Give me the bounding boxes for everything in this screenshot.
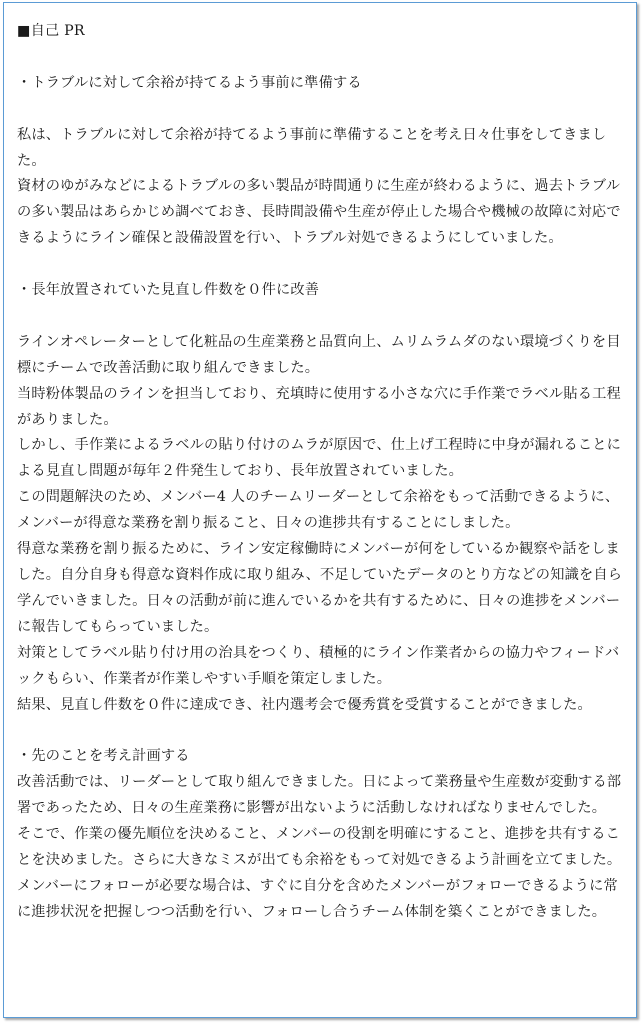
- paragraph: そこで、作業の優先順位を決めること、メンバーの役割を明確にすること、進捗を共有することを決めました。さらに大きなミスが出ても余裕をもって対処できるよう計画を立てました。: [17, 826, 622, 868]
- section-heading-3: ・先のことを考え計画する: [17, 748, 190, 765]
- spacer: [17, 304, 629, 330]
- document-frame: [3, 2, 637, 1018]
- spacer: [17, 97, 629, 123]
- document-body: [17, 19, 629, 926]
- spacer: [17, 45, 629, 71]
- section-heading-2: ・長年放置されていた見直し件数を０件に改善: [17, 282, 320, 299]
- paragraph: 資材のゆがみなどによるトラブルの多い製品が時間通りに生産が終わるように、過去トラブルの多い製品はあらかじめ調べておき、長時間設備や生産が停止した場合や機械の故障に対応できるようにライン確保と設備設置を行い、トラブル対処できるようにしていました。: [17, 178, 621, 247]
- paragraph: ラインオペレーターとして化粧品の生産業務と品質向上、ムリムラムダのない環境づくりを目標にチームで改善活動に取り組んできました。: [17, 333, 621, 376]
- paragraph: この問題解決のため、メンバー4 人のチームリーダーとして余裕をもって活動できるように、メンバーが得意な業務を割り振ること、日々の進捗共有することにしました。: [17, 489, 620, 532]
- paragraph: 当時粉体製品のラインを担当しており、充填時に使用する小さな穴に手作業でラベル貼る工程がありました。: [17, 385, 621, 428]
- spacer: [17, 718, 629, 744]
- paragraph: 対策としてラベル貼り付け用の治具をつくり、積極的にライン作業者からの協力やフィードバックもらい、作業者が作業しやすい手順を策定しました。: [17, 644, 620, 687]
- paragraph: 得意な業務を割り振るために、ライン安定稼働時にメンバーが何をしているか観察や話をしました。自分自身も得意な資料作成に取り組み、不足していたデータのとり方などの知識を自ら学んでいきました。日々の活動が前に進んでいるかを共有するために、日々の進捗をメンバーに報告してもらっていました。: [17, 541, 623, 635]
- document-title: ■自己 PR: [17, 23, 85, 39]
- paragraph: メンバーにフォローが必要な場合は、すぐに自分を含めたメンバーがフォローできるように常に進捗状況を把握しつつ活動を行い、フォローし合うチーム体制を築くことができました。: [17, 877, 618, 920]
- paragraph: しかし、手作業によるラベルの貼り付けのムラが原因で、仕上げ工程時に中身が漏れることによる見直し問題が毎年２件発生しており、長年放置されていました。: [17, 437, 621, 480]
- section-heading-1: ・トラブルに対して余裕が持てるよう事前に準備する: [17, 74, 362, 91]
- paragraph: 改善活動では、リーダーとして取り組んできました。日によって業務量や生産数が変動する部署であったため、日々の生産業務に影響が出ないように活動しなければなりませんでした。: [17, 774, 622, 817]
- paragraph: 私は、トラブルに対して余裕が持てるよう事前に準備することを考え日々仕事をしてきました。: [17, 126, 607, 169]
- paragraph: 結果、見直し件数を０件に達成でき、社内選考会で優秀賞を受賞することができました。: [17, 696, 592, 713]
- spacer: [17, 252, 629, 278]
